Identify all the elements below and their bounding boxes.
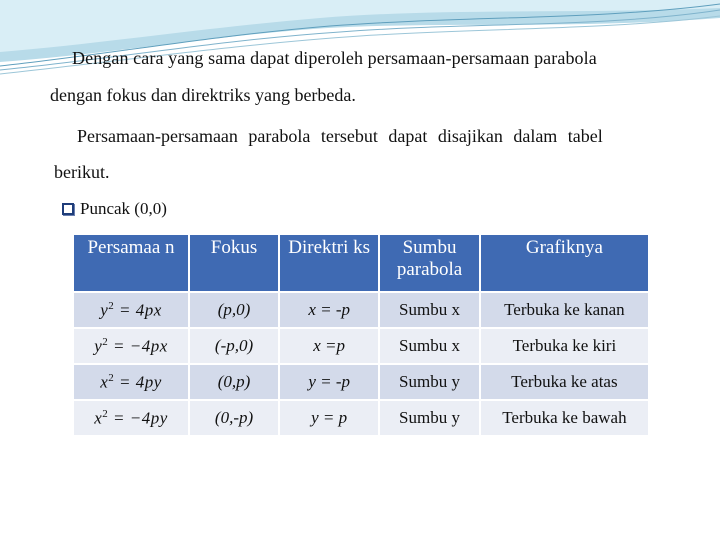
cell-sumbu: Sumbu x xyxy=(380,329,479,363)
cell-sumbu: Sumbu y xyxy=(380,401,479,435)
superscript-2: 2 xyxy=(108,371,115,384)
cell-grafik: Terbuka ke kanan xyxy=(481,293,648,327)
table-row xyxy=(74,365,648,399)
table-row xyxy=(74,293,648,327)
bullet-text: Puncak (0,0) xyxy=(80,199,167,218)
cell-fokus: (p,0) xyxy=(190,293,278,327)
cell-equation: $y^2 = 4px$ xyxy=(74,293,188,327)
cell-direktriks: x = -p xyxy=(280,293,378,327)
cell-direktriks: x =p xyxy=(280,329,378,363)
cell-sumbu: Sumbu x xyxy=(380,293,479,327)
superscript-2: 2 xyxy=(102,335,109,348)
cell-fokus: (0,p) xyxy=(190,365,278,399)
paragraph2-line2: berikut. xyxy=(54,162,110,182)
paragraph2-line1: Persamaan-persamaan parabola tersebut dapat disajikan dalam tabel xyxy=(77,126,603,146)
cell-fokus: (-p,0) xyxy=(190,329,278,363)
superscript-2: 2 xyxy=(108,299,115,312)
bullet-puncak xyxy=(62,199,167,219)
paragraph1-line2: dengan fokus dan direktriks yang berbeda. xyxy=(50,85,356,105)
table-row xyxy=(74,329,648,363)
superscript-2: 2 xyxy=(102,407,109,420)
paragraph1-line1: Dengan cara yang sama dapat diperoleh persamaan-persamaan parabola xyxy=(72,48,597,68)
checkbox-bullet-icon xyxy=(62,203,74,215)
cell-sumbu: Sumbu y xyxy=(380,365,479,399)
header-sumbu: Sumbu parabola xyxy=(380,235,479,291)
cell-direktriks: y = p xyxy=(280,401,378,435)
cell-grafik: Terbuka ke atas xyxy=(481,365,648,399)
parabola-table xyxy=(72,233,650,437)
cell-equation: $x^2 = 4py$ xyxy=(74,365,188,399)
cell-fokus: (0,-p) xyxy=(190,401,278,435)
header-fokus: Fokus xyxy=(190,235,278,291)
header-direktriks: Direktri ks xyxy=(280,235,378,291)
cell-grafik: Terbuka ke kiri xyxy=(481,329,648,363)
table-header-row xyxy=(74,235,648,291)
cell-equation: $y^2 = -4px$ xyxy=(74,329,188,363)
header-persamaan: Persamaa n xyxy=(74,235,188,291)
table-row xyxy=(74,401,648,435)
cell-direktriks: y = -p xyxy=(280,365,378,399)
decorative-wave-header xyxy=(0,0,720,90)
header-grafik: Grafiknya xyxy=(481,235,648,291)
cell-equation: $x^2 = -4py$ xyxy=(74,401,188,435)
cell-grafik: Terbuka ke bawah xyxy=(481,401,648,435)
